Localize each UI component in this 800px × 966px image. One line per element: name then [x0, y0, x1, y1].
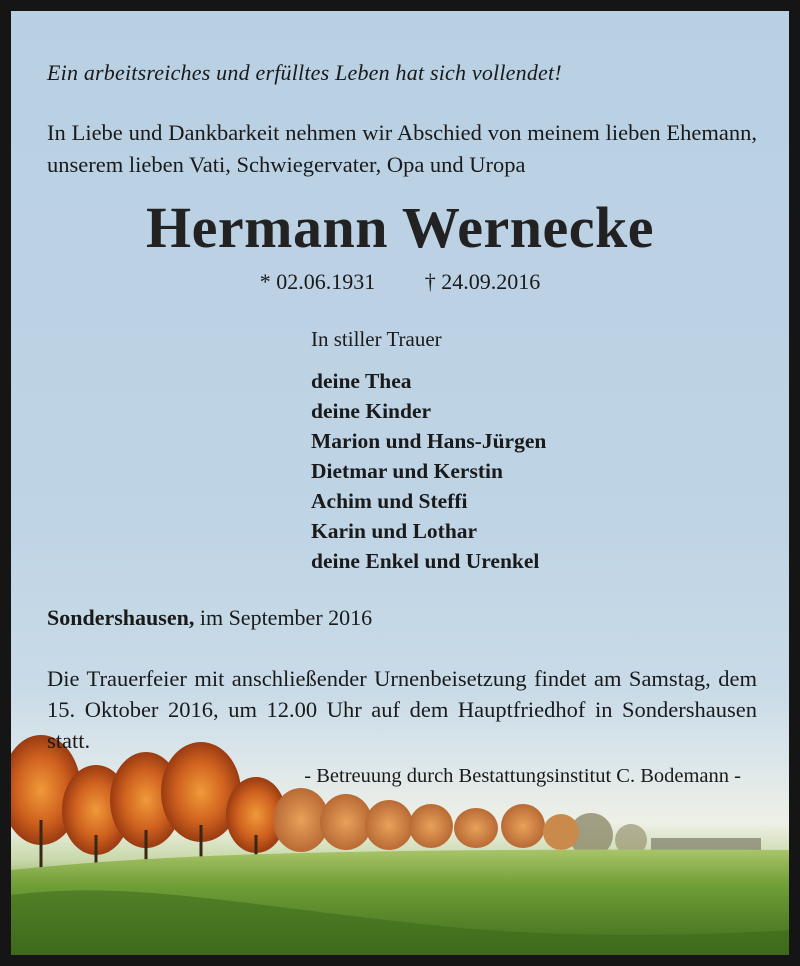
birth-date: * 02.06.1931: [259, 269, 376, 294]
mourner-name: Achim und Steffi: [311, 489, 468, 513]
place-date: im September 2016: [199, 605, 373, 630]
mourners-section: [311, 327, 546, 576]
mourner-name: deine Kinder: [311, 399, 432, 423]
mourners-list: [311, 366, 546, 576]
funeral-home-note: - Betreuung durch Bestattungsinstitut C. Bodemann -: [304, 765, 741, 787]
motto: Ein arbeitsreiches und erfülltes Leben hat sich vollendet!: [47, 60, 562, 85]
mourner-name: Karin und Lothar: [311, 519, 478, 543]
mourner-name: deine Thea: [311, 369, 412, 393]
life-dates: [11, 269, 789, 295]
place-name: Sondershausen,: [47, 605, 195, 630]
mourner-name: deine Enkel und Urenkel: [311, 549, 540, 573]
mourners-heading: In stiller Trauer: [311, 327, 442, 351]
place-line: [47, 605, 757, 631]
intro-text: In Liebe und Dankbarkeit nehmen wir Abschied von meinem lieben Ehemann, unserem lieben Vati, Schwiegervater, Opa und Uropa: [47, 120, 757, 177]
mourner-name: Marion und Hans-Jürgen: [311, 429, 547, 453]
mourner-name: Dietmar und Kerstin: [311, 459, 503, 483]
death-date: † 24.09.2016: [424, 269, 541, 294]
deceased-name: Hermann Wernecke: [146, 195, 654, 260]
ceremony-text: Die Trauerfeier mit anschließender Urnenbeisetzung findet am Samstag, dem 15. Oktober 2016, um 12.00 Uhr auf dem Hauptfriedhof in Sondershausen statt.: [47, 666, 757, 753]
